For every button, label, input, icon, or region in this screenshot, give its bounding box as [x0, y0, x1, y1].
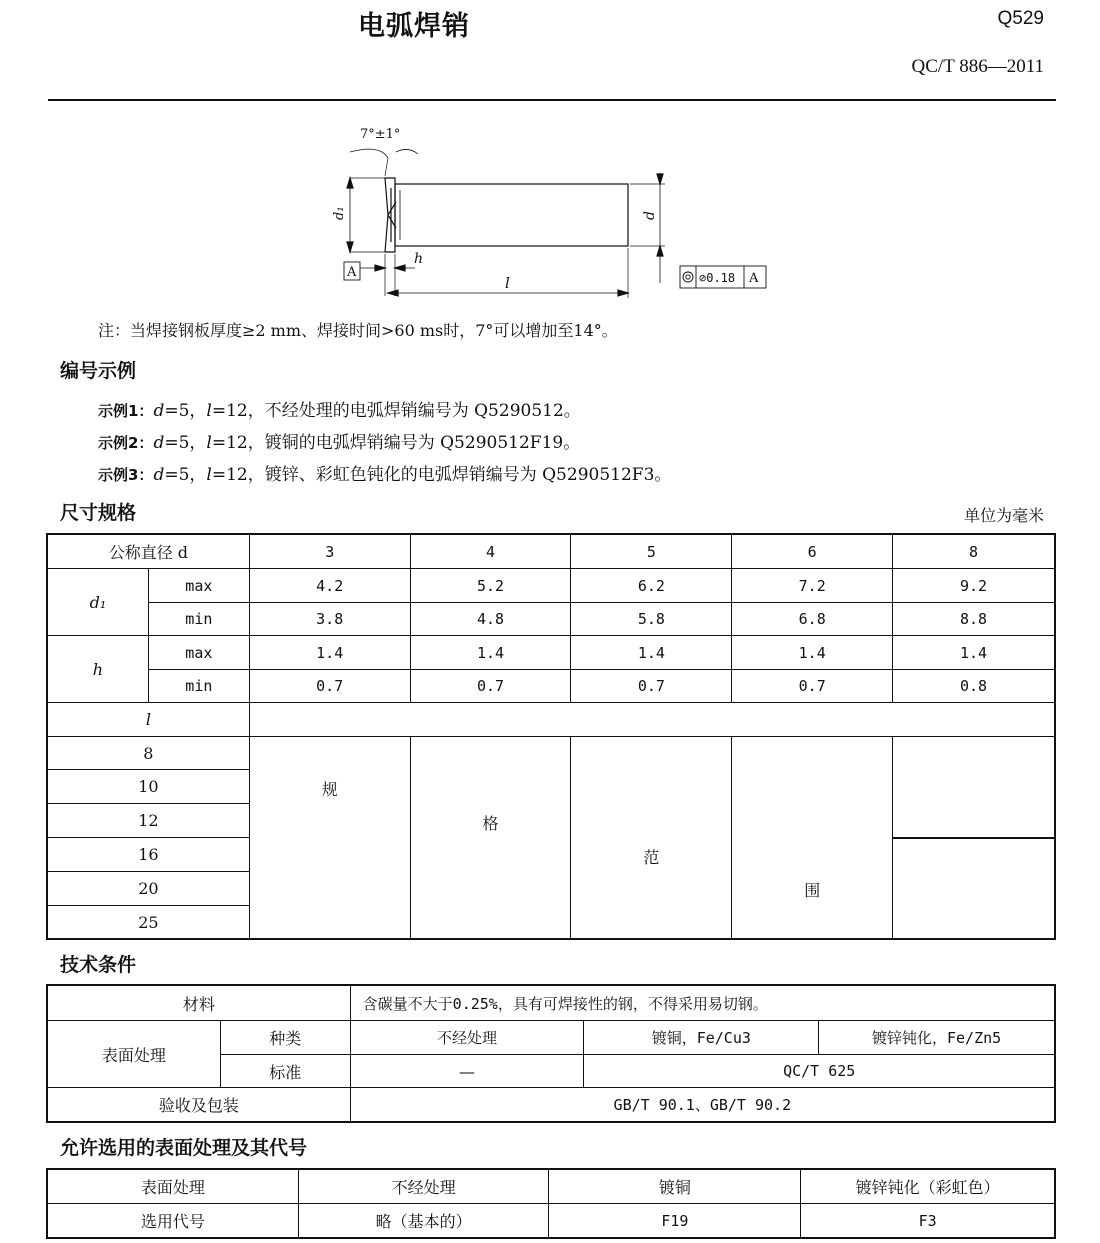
page-title: 电弧焊销: [358, 11, 470, 42]
min-label: min: [148, 603, 249, 636]
options-cell: 表面处理: [48, 1170, 299, 1204]
h-max-cell: 1.4: [410, 636, 571, 670]
max-label: max: [148, 569, 249, 603]
options-cell: 镀铜: [549, 1170, 801, 1204]
example-1: 示例1：d=5，l=12，不经处理的电弧焊销编号为 Q5290512。: [98, 401, 581, 421]
range-word: 围: [804, 881, 821, 900]
dimensions-table: [47, 534, 1055, 939]
min-label: min: [148, 670, 249, 703]
d-label: d: [642, 211, 658, 220]
h-min-cell: 0.7: [249, 670, 410, 703]
length-cell: 10: [48, 770, 250, 804]
h-label: h: [414, 251, 424, 267]
tolerance-datum: A: [749, 271, 759, 286]
options-cell: 略（基本的）: [298, 1204, 549, 1238]
standard-none: —: [350, 1055, 584, 1088]
diameter-cell: 6: [732, 535, 893, 569]
range-word: 规: [321, 780, 338, 799]
standard-value: QC/T 625: [584, 1055, 1055, 1088]
weld-pin-drawing: [330, 118, 780, 308]
length-cell: 20: [48, 872, 250, 906]
length-cell: 12: [48, 804, 250, 838]
d1-min-cell: 4.8: [410, 603, 571, 636]
example-2: 示例2：d=5，l=12，镀铜的电弧焊销编号为 Q5290512F19。: [98, 433, 581, 453]
acceptance-value: GB/T 90.1、GB/T 90.2: [350, 1088, 1054, 1122]
range-col-3: [249, 737, 410, 939]
h-min-cell: 0.7: [571, 670, 732, 703]
options-cell: 不经处理: [298, 1170, 549, 1204]
length-cell: 16: [48, 838, 250, 872]
nominal-diameter-label: 公称直径 d: [48, 535, 250, 569]
angle-label: 7°±1°: [360, 127, 401, 142]
range-col-5: [571, 737, 732, 939]
length-cell: 25: [48, 906, 250, 939]
range-col-8: [893, 838, 1055, 939]
material-value: 含碳量不大于0.25%，具有可焊接性的钢，不得采用易切钢。: [350, 986, 1054, 1021]
pin-shank: [395, 184, 628, 246]
length-header-blank: [249, 703, 1054, 737]
options-cell: F19: [549, 1204, 801, 1238]
kind-cell: 不经处理: [350, 1021, 584, 1055]
diameter-cell: 4: [410, 535, 571, 569]
options-cell: 选用代号: [48, 1204, 299, 1238]
tolerance-value: ⊘0.18: [699, 271, 736, 285]
pin-head: [385, 178, 395, 252]
d1-min-cell: 3.8: [249, 603, 410, 636]
range-word: 范: [643, 848, 660, 867]
surface-label: 表面处理: [48, 1021, 221, 1088]
d1-max-cell: 4.2: [249, 569, 410, 603]
h-min-cell: 0.8: [893, 670, 1055, 703]
d1-max-cell: 9.2: [893, 569, 1055, 603]
technical-table: [47, 985, 1055, 1122]
kind-label: 种类: [220, 1021, 350, 1055]
unit-note: 单位为毫米: [963, 506, 1044, 525]
header-rule: [48, 99, 1056, 101]
options-table: [47, 1169, 1055, 1238]
datum-label: A: [347, 265, 357, 280]
kind-cell: 镀铜，Fe/Cu3: [584, 1021, 819, 1055]
numbering-heading: 编号示例: [60, 360, 137, 382]
standard-label: 标准: [220, 1055, 350, 1088]
dimensions-heading: 尺寸规格: [60, 502, 137, 524]
range-col-4: [410, 737, 571, 939]
options-cell: F3: [801, 1204, 1055, 1238]
h-row-label: h: [48, 636, 149, 703]
diameter-cell: 3: [249, 535, 410, 569]
h-max-cell: 1.4: [571, 636, 732, 670]
diameter-cell: 8: [893, 535, 1055, 569]
l-label: l: [505, 274, 510, 292]
d1-min-cell: 6.8: [732, 603, 893, 636]
diameter-cell: 5: [571, 535, 732, 569]
coaxiality-icon: [683, 272, 693, 282]
example-3: 示例3：d=5，l=12，镀锌、彩虹色钝化的电弧焊销编号为 Q5290512F3。: [98, 465, 672, 485]
kind-cell: 镀锌钝化，Fe/Zn5: [819, 1021, 1055, 1055]
part-code: Q529: [997, 8, 1044, 29]
options-cell: 镀锌钝化（彩虹色）: [801, 1170, 1055, 1204]
h-max-cell: 1.4: [893, 636, 1055, 670]
length-label: l: [48, 703, 250, 737]
range-word: 格: [482, 814, 499, 833]
range-col-6: [732, 737, 893, 939]
length-cell: 8: [48, 737, 250, 770]
standard-number: QC/T 886—2011: [911, 56, 1044, 77]
h-max-cell: 1.4: [249, 636, 410, 670]
d1-max-cell: 5.2: [410, 569, 571, 603]
h-min-cell: 0.7: [732, 670, 893, 703]
d1-max-cell: 6.2: [571, 569, 732, 603]
d1-min-cell: 8.8: [893, 603, 1055, 636]
h-max-cell: 1.4: [732, 636, 893, 670]
h-min-cell: 0.7: [410, 670, 571, 703]
na-block-8: [893, 737, 1055, 838]
d1-label: d₁: [332, 206, 347, 220]
max-label: max: [148, 636, 249, 670]
d1-row-label: d₁: [48, 569, 149, 636]
d1-max-cell: 7.2: [732, 569, 893, 603]
options-heading: 允许选用的表面处理及其代号: [60, 1137, 308, 1159]
acceptance-label: 验收及包装: [48, 1088, 351, 1122]
d1-min-cell: 5.8: [571, 603, 732, 636]
note: 注：当焊接钢板厚度≥2 mm、焊接时间>60 ms时，7°可以增加至14°。: [98, 321, 618, 340]
technical-heading: 技术条件: [60, 954, 137, 976]
material-label: 材料: [48, 986, 351, 1021]
